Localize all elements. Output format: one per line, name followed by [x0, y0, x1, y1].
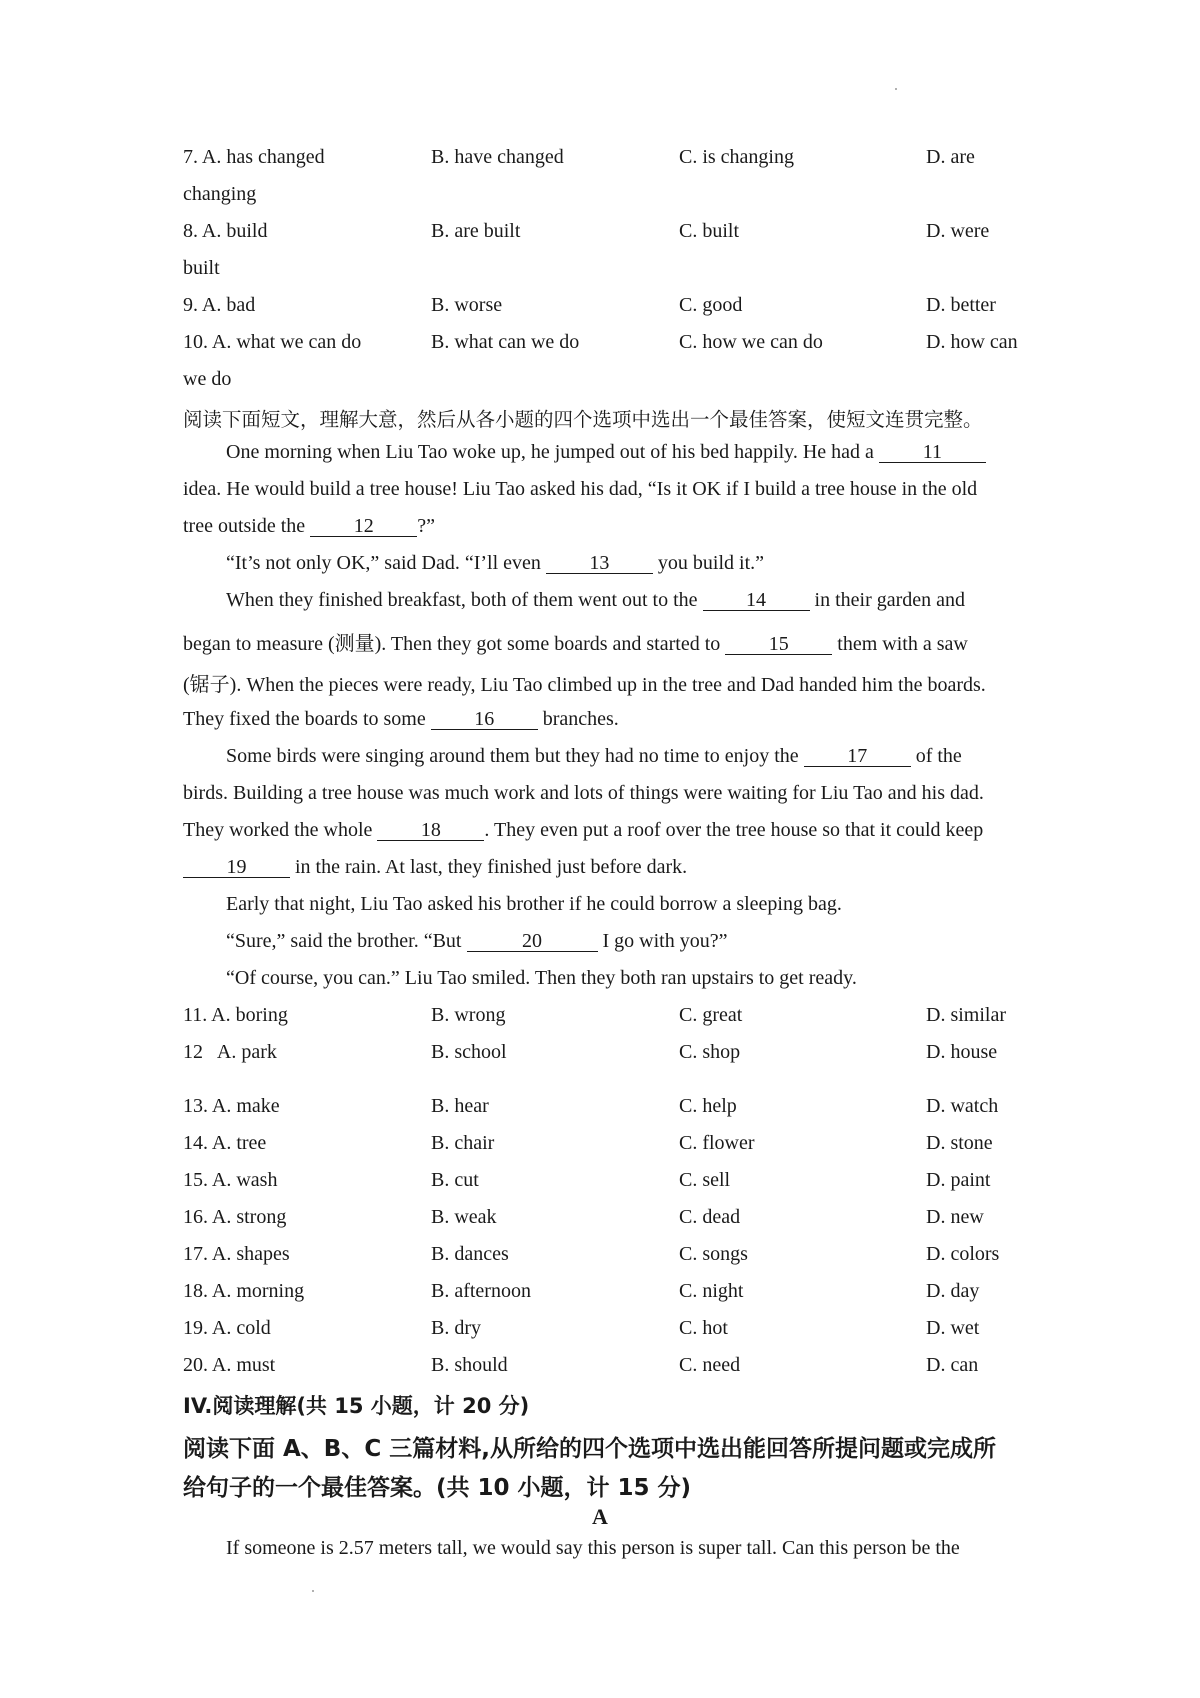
q20-option-c: C. need: [679, 1354, 741, 1376]
passage-line: “Of course, you can.” Liu Tao smiled. Then they both ran upstairs to get ready.: [226, 967, 857, 989]
q19-option-b: B. dry: [431, 1317, 481, 1339]
passage-line: 19 in the rain. At last, they finished just before dark.: [183, 856, 1028, 879]
passage-line: Some birds were singing around them but they had no time to enjoy the 17 of the: [226, 745, 962, 767]
q12-option-b: B. school: [431, 1041, 507, 1063]
q17-option-c: C. songs: [679, 1243, 748, 1265]
q8-option-a: 8. A. build: [183, 220, 268, 242]
section-instruction: 给句子的一个最佳答案。(共 10 小题，计 15 分): [183, 1475, 692, 1501]
q15-option-b: B. cut: [431, 1169, 479, 1191]
q13-option-a: 13. A. make: [183, 1095, 280, 1117]
passage-line: began to measure (测量). Then they got some boards and started to 15 them with a saw: [183, 633, 968, 655]
blank-18: 18: [377, 820, 484, 841]
q9-option-c: C. good: [679, 294, 743, 316]
q7-option-d-wrap: changing: [183, 183, 257, 205]
blank-20: 20: [467, 931, 598, 952]
blank-16: 16: [431, 709, 538, 730]
passage-line: “Sure,” said the brother. “But 20 I go with you?”: [226, 930, 728, 952]
q17-option-a: 17. A. shapes: [183, 1243, 290, 1265]
passage-line: Early that night, Liu Tao asked his brother if he could borrow a sleeping bag.: [226, 893, 842, 915]
blank-19: 19: [183, 857, 290, 878]
q16-option-c: C. dead: [679, 1206, 741, 1228]
q18-option-d: D. day: [926, 1280, 980, 1302]
q11-option-d: D. similar: [926, 1004, 1006, 1026]
q20-option-a: 20. A. must: [183, 1354, 276, 1376]
q7-option-a: 7. A. has changed: [183, 146, 325, 168]
blank-15: 15: [725, 634, 832, 655]
q8-option-c: C. built: [679, 220, 740, 242]
q9-option-b: B. worse: [431, 294, 503, 316]
q9-option-a: 9. A. bad: [183, 294, 256, 316]
passage-line: birds. Building a tree house was much work and lots of things were waiting for Liu Tao and his dad.: [183, 782, 984, 804]
q10-option-a: 10. A. what we can do: [183, 331, 362, 353]
q15-option-c: C. sell: [679, 1169, 731, 1191]
passage-line: tree outside the 12 ?”: [183, 515, 435, 537]
q13-option-c: C. help: [679, 1095, 737, 1117]
q17-option-d: D. colors: [926, 1243, 1000, 1265]
passage-line: (锯子). When the pieces were ready, Liu Tao climbed up in the tree and Dad handed him the boards.: [183, 674, 986, 696]
passage-line: One morning when Liu Tao woke up, he jumped out of his bed happily. He had a 11: [226, 441, 1071, 464]
q18-option-a: 18. A. morning: [183, 1280, 305, 1302]
scan-speck: [312, 1590, 314, 1592]
q16-option-b: B. weak: [431, 1206, 497, 1228]
q8-option-d-wrap: built: [183, 257, 220, 279]
blank-17: 17: [804, 746, 911, 767]
q16-option-d: D. new: [926, 1206, 984, 1228]
passage-line: If someone is 2.57 meters tall, we would say this person is super tall. Can this person be the: [226, 1537, 960, 1559]
q10-option-c: C. how we can do: [679, 331, 823, 353]
q12-option-a: 12 A. park: [183, 1041, 277, 1063]
passage-line: idea. He would build a tree house! Liu Tao asked his dad, “Is it OK if I build a tree house in the old: [183, 478, 978, 500]
q15-option-d: D. paint: [926, 1169, 991, 1191]
q10-option-d: D. how can: [926, 331, 1018, 353]
q14-option-a: 14. A. tree: [183, 1132, 267, 1154]
q13-option-d: D. watch: [926, 1095, 999, 1117]
passage-line: They fixed the boards to some 16 branches.: [183, 708, 619, 730]
q12-option-d: D. house: [926, 1041, 998, 1063]
q9-option-d: D. better: [926, 294, 996, 316]
section-heading: IV.阅读理解(共 15 小题，计 20 分): [183, 1394, 530, 1418]
q8-option-b: B. are built: [431, 220, 521, 242]
q19-option-d: D. wet: [926, 1317, 980, 1339]
q14-option-c: C. flower: [679, 1132, 755, 1154]
blank-14: 14: [703, 590, 810, 611]
q15-option-a: 15. A. wash: [183, 1169, 278, 1191]
cloze-instruction: 阅读下面短文，理解大意，然后从各小题的四个选项中选出一个最佳答案，使短文连贯完整。: [183, 408, 983, 431]
q11-option-a: 11. A. boring: [183, 1004, 288, 1026]
q20-option-b: B. should: [431, 1354, 508, 1376]
q16-option-a: 16. A. strong: [183, 1206, 287, 1228]
blank-11: 11: [879, 442, 986, 463]
q19-option-c: C. hot: [679, 1317, 728, 1339]
q11-option-b: B. wrong: [431, 1004, 506, 1026]
blank-12: 12: [310, 516, 417, 537]
q10-option-d-wrap: we do: [183, 368, 232, 390]
passage-line: “It’s not only OK,” said Dad. “I’ll even 13 you build it.”: [226, 552, 765, 574]
q7-option-b: B. have changed: [431, 146, 564, 168]
q14-option-d: D. stone: [926, 1132, 993, 1154]
q20-option-d: D. can: [926, 1354, 979, 1376]
q8-option-d: D. were: [926, 220, 990, 242]
q13-option-b: B. hear: [431, 1095, 489, 1117]
q17-option-b: B. dances: [431, 1243, 509, 1265]
q12-option-c: C. shop: [679, 1041, 741, 1063]
blank-13: 13: [546, 553, 653, 574]
q11-option-c: C. great: [679, 1004, 743, 1026]
q18-option-c: C. night: [679, 1280, 744, 1302]
q18-option-b: B. afternoon: [431, 1280, 531, 1302]
scan-speck: [895, 88, 897, 90]
q19-option-a: 19. A. cold: [183, 1317, 271, 1339]
part-title: A: [592, 1504, 608, 1529]
q14-option-b: B. chair: [431, 1132, 495, 1154]
passage-line: When they finished breakfast, both of them went out to the 14 in their garden and: [226, 589, 966, 611]
section-instruction: 阅读下面 A、B、C 三篇材料,从所给的四个选项中选出能回答所提问题或完成所: [183, 1436, 996, 1462]
q7-option-d: D. are: [926, 146, 975, 168]
q10-option-b: B. what can we do: [431, 331, 580, 353]
q7-option-c: C. is changing: [679, 146, 794, 168]
passage-line: They worked the whole 18 . They even put a roof over the tree house so that it could keep: [183, 819, 984, 841]
